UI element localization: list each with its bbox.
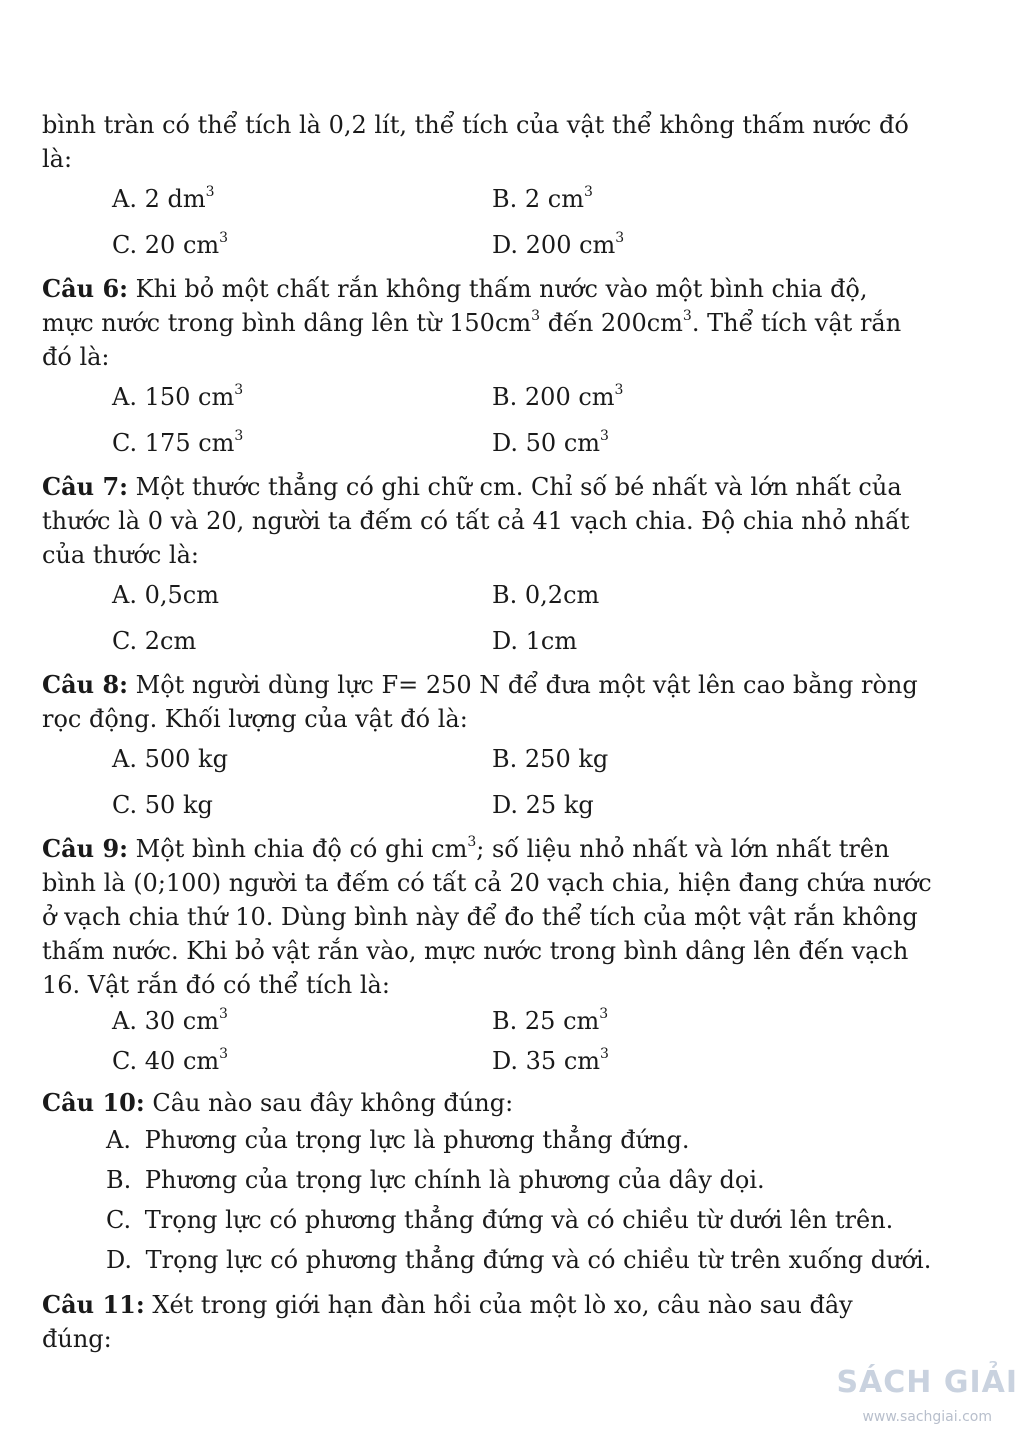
question-7 — [42, 470, 982, 664]
question-text-line: Câu 7: Một thước thẳng có ghi chữ cm. Chỉ số bé nhất và lớn nhất của — [42, 472, 902, 501]
option-d: D. 1cm — [492, 627, 578, 655]
option-d: D. 35 $cm^3$ — [492, 1046, 609, 1075]
question-text-line: đó là: — [42, 343, 110, 371]
option-c: C. 2cm — [112, 627, 197, 655]
question-number: Câu 11: — [42, 1290, 145, 1319]
option-c: C. 175 $cm^3$ — [112, 428, 244, 457]
option-c: C. 20 $cm^3$ — [112, 230, 229, 259]
question-number: Câu 8: — [42, 670, 129, 699]
question-text-line: thấm nước. Khi bỏ vật rắn vào, mực nước trong bình dâng lên đến vạch — [42, 937, 909, 965]
intro-question — [42, 108, 982, 268]
options-row — [42, 736, 982, 782]
question-text-line: rọc động. Khối lượng của vật đó là: — [42, 705, 468, 733]
option-a: A. 2 $dm^3$ — [112, 184, 215, 213]
question-number: Câu 10: — [42, 1088, 145, 1117]
options-row — [42, 618, 982, 664]
question-9 — [42, 832, 982, 1082]
question-10 — [42, 1086, 982, 1280]
question-text-line: đúng: — [42, 1325, 112, 1353]
question-text-line: bình tràn có thể tích là 0,2 lít, thể tích của vật thể không thấm nước đó — [42, 111, 909, 139]
question-text-line: Câu 9: Một bình chia độ có ghi $cm^3$; số liệu nhỏ nhất và lớn nhất trên — [42, 834, 890, 863]
option-b: B. 2 $cm^3$ — [492, 184, 593, 213]
options-row — [42, 1042, 982, 1082]
question-text-line: bình là (0;100) người ta đếm có tất cả 20 vạch chia, hiện đang chứa nước — [42, 869, 932, 897]
option-d: D. Trọng lực có phương thẳng đứng và có chiều từ trên xuống dưới. — [106, 1246, 932, 1274]
option-d: D. 200 $cm^3$ — [492, 230, 625, 259]
question-text-line: mực nước trong bình dâng lên từ $150cm^3$ đến $200cm^3$. Thể tích vật rắn — [42, 308, 902, 337]
option-a: A. Phương của trọng lực là phương thẳng đứng. — [106, 1126, 690, 1154]
option-b: B. 0,2cm — [492, 581, 600, 609]
question-11 — [42, 1288, 982, 1356]
options-row — [42, 420, 982, 466]
option-b: B. 200 $cm^3$ — [492, 382, 624, 411]
options-row — [42, 782, 982, 828]
document-page — [42, 108, 982, 1356]
question-text-line: Câu 11: Xét trong giới hạn đàn hồi của một lò xo, câu nào sau đây — [42, 1290, 853, 1319]
question-number: Câu 7: — [42, 472, 129, 501]
question-text-line: 16. Vật rắn đó có thể tích là: — [42, 971, 390, 999]
question-text-line: là: — [42, 145, 73, 173]
question-text-line: Câu 6: Khi bỏ một chất rắn không thấm nước vào một bình chia độ, — [42, 274, 868, 303]
question-text-line: ở vạch chia thứ 10. Dùng bình này để đo thể tích của một vật rắn không — [42, 903, 918, 931]
option-c: C. 50 kg — [112, 791, 213, 819]
option-a: A. 500 kg — [112, 745, 228, 773]
question-number: Câu 9: — [42, 834, 129, 863]
option-a: A. 0,5cm — [112, 581, 219, 609]
option-c: C. Trọng lực có phương thẳng đứng và có chiều từ dưới lên trên. — [106, 1206, 894, 1234]
option-a: A. 150 $cm^3$ — [112, 382, 244, 411]
watermark — [836, 1366, 1018, 1434]
option-d: D. 25 kg — [492, 791, 594, 819]
question-text-line: thước là 0 và 20, người ta đếm có tất cả 41 vạch chia. Độ chia nhỏ nhất — [42, 507, 910, 535]
watermark-url: www.sachgiai.com — [862, 1409, 992, 1425]
options-row — [42, 222, 982, 268]
option-d: D. 50 $cm^3$ — [492, 428, 609, 457]
question-text-line: Câu 10: Câu nào sau đây không đúng: — [42, 1088, 514, 1117]
option-a: A. 30 $cm^3$ — [112, 1006, 228, 1035]
option-c: C. 40 $cm^3$ — [112, 1046, 229, 1075]
option-b: B. Phương của trọng lực chính là phương của dây dọi. — [106, 1166, 765, 1194]
question-text-line: Câu 8: Một người dùng lực F= 250 N để đưa một vật lên cao bằng ròng — [42, 670, 918, 699]
options-row — [42, 572, 982, 618]
watermark-logo: SÁCH GIẢI — [836, 1365, 1018, 1400]
question-text-line: của thước là: — [42, 541, 199, 569]
options-row — [42, 374, 982, 420]
options-list — [42, 1120, 982, 1280]
option-b: B. 25 $cm^3$ — [492, 1006, 609, 1035]
question-6 — [42, 272, 982, 466]
options-row — [42, 176, 982, 222]
question-8 — [42, 668, 982, 828]
option-b: B. 250 kg — [492, 745, 609, 773]
options-row — [42, 1002, 982, 1042]
question-number: Câu 6: — [42, 274, 129, 303]
